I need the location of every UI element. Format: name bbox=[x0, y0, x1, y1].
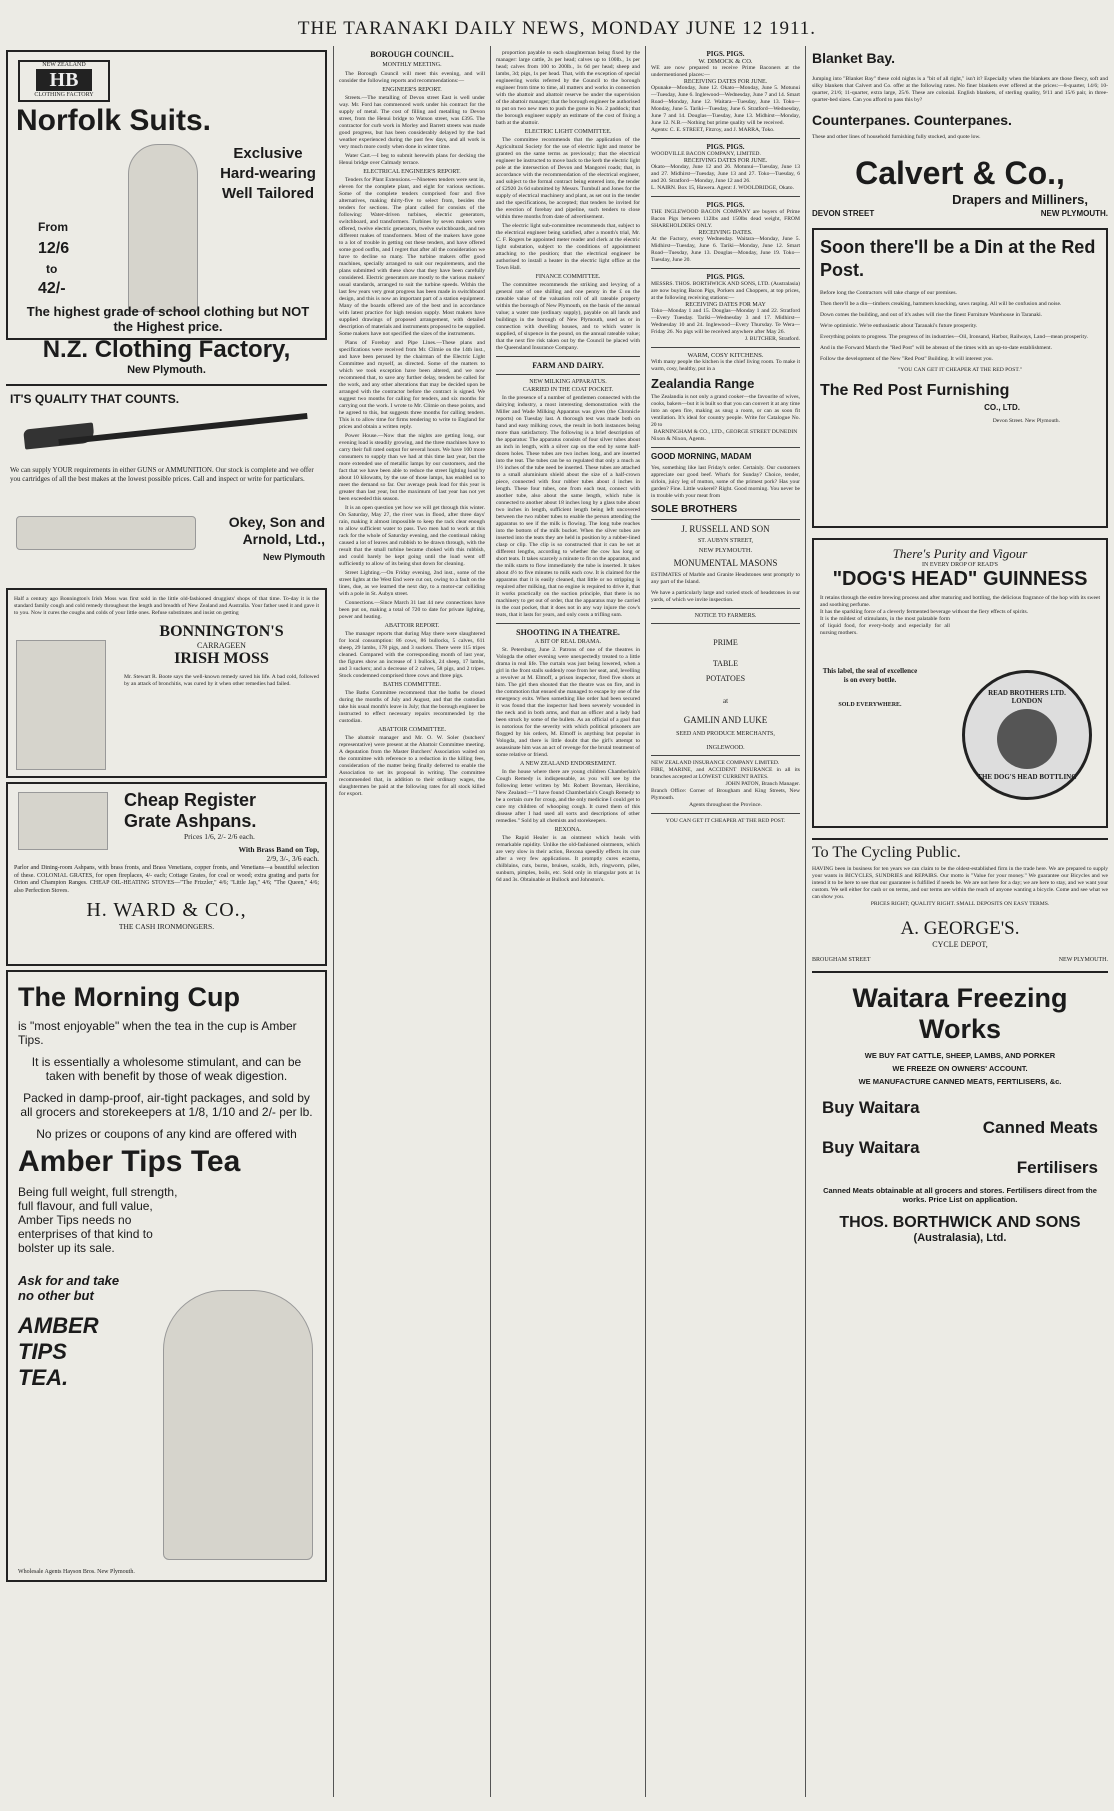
article-paragraph: Power House.—Now that the nights are getting long, our evening load is steadily growing, and the three machines have to carry their full rated output for several hours. We have 100 more consumers to supply than we had at this time last year, but the more extended use of metallic lamps by our customers, and the fact that we have been able to reduce the street lighting load by about 10 kilowatts, by the use of those lamps, has enabled us to meet the demand so far. Our average peak load for this year is greater than last year, but the maximum of last year has not yet been exceeded this season. bbox=[339, 433, 485, 502]
article-paragraph: The Baths Committee recommend that the baths be closed during the months of July and August, and that the custodian take his usual month's leave in July; that the borough engineer be instructed to effect necessary repairs recommended by the custodian. bbox=[339, 690, 485, 724]
counterpanes-body: These and other lines of household furnishing fully stocked, and quote low. bbox=[812, 134, 981, 140]
insurance-agents: Agents throughout the Province. bbox=[689, 802, 762, 808]
blanket-body: Jumping into "Blanket Bay" these cold nights is a "bit of all right," isn't it? Especially when the blankets are those fleecy, soft and silky blankets that Calvert and Co. offer at the following rates. No finer blankets ever offered at the prices:—8-quarter, 14/6; 10-quarter, 21/6; 11-quarter, extra large, 25/6. These are colonial. English blankets, of sterling quality, 9/11 and 15/6 pair, in three-quarter-bed sizes. Can you afford to pass this by? bbox=[812, 76, 1108, 103]
redpost-p2: Then there'll be a din—timbers creaking, hammers knocking, saws rasping. All will be confusion and noise. bbox=[820, 301, 1062, 307]
article-paragraph: The manager reports that during May there were slaughtered for local consumption: 86 cows, 86 bullocks, 5 calves, 611 sheep, 29 lambs, 178 pigs, and 3 suckers. There were 115 tripes cleaned. Compared with the corresponding month of last year, the figures show an increase of 1 bullock, 24 sheep, 17 lambs, and 3 suckers; and a decrease of 2 calves, 58 pigs, and 2 tripes. Stock condemned comprised three cows and three pigs. bbox=[339, 631, 485, 679]
insurance-manager: JOHN PATON, Branch Manager. bbox=[725, 781, 800, 787]
ad-dimock-pigs bbox=[651, 50, 800, 134]
russell-address1: ST. AUBYN STREET, bbox=[697, 538, 754, 544]
price-high: 42/- bbox=[38, 280, 66, 297]
subheading-electric-light: ELECTRIC LIGHT COMMITTEE. bbox=[524, 129, 612, 135]
amber-l3: Packed in damp-proof, air-tight packages, and sold by all grocers and storekeepers at 1/8, 1/10 and 2/- per lb. bbox=[20, 1091, 313, 1119]
article-paragraph: Street Lighting.—On Friday evening, 2nd inst., some of the street lights at the West End were cut out, owing to a fault on the lines, due, as we learned the next day, to a motor-car colliding with a pole in St. Aubyn street. bbox=[339, 570, 485, 597]
article-paragraph: Plans of Forebay and Pipe Lines.—These plans and specifications were received from Mr. Climie on the 14th inst., and have been perused by the chairman of the Electric Light Committee and myself, as directed. Some of the matters to which we took exception have been altered, and we now recommend that, to save any further delay, tenders be called for the work, and any other alterations that may be decided upon be arranged with the contractor before the contract is signed. We suggest two months for calling for tenders, and six months for carrying out the work. I wrote to Mr. Climie on these points, and he agreed to this, but suggests three months for calling tenders. This is to allow time for firms tendering to write to England for prices and obtain a written reply. bbox=[339, 340, 485, 430]
zealandia-body: The Zealandia is not only a grand cooker—the favourite of wives, cooks, bakers—but it is built so that you can convert it at any time into an open fire, making as snug a room, or can as soon fit ventilation. It's ideal for country people. Write for Catalogue No. 20 to bbox=[651, 394, 800, 428]
guinness-label: This label, the seal of excellence is on every bottle. bbox=[822, 667, 918, 684]
subheading-coat-pocket: CARRIED IN THE COAT POCKET. bbox=[522, 387, 614, 393]
amber-l2: It is essentially a wholesome stimulant, and can be taken with benefit by those of weak digestion. bbox=[31, 1055, 302, 1083]
pigs-dates: At the Factory, every Wednesday. Waitara—Monday, June 5. Midhirst—Tuesday, June 6. Tariki—Monday, June 12. Smart Road—Tuesday, June 13. Douglas—Monday, June 19. Toko—Tuesday, June 20. bbox=[651, 236, 800, 263]
subheading-electrical: ELECTRICAL ENGINEER'S REPORT. bbox=[363, 169, 461, 175]
waitara-sub: (Australasia), Ltd. bbox=[913, 1232, 1007, 1244]
amber-title: The Morning Cup bbox=[18, 982, 240, 1012]
subheading-monthly-meeting: MONTHLY MEETING. bbox=[382, 62, 442, 68]
ad-red-post bbox=[812, 228, 1108, 528]
redpost-p4: We're optimistic. We're enthusiastic about Taranaki's future prosperity. bbox=[820, 323, 978, 329]
ad-borthwick-pigs bbox=[651, 273, 800, 343]
price-to: to bbox=[46, 262, 58, 276]
subheading-baths: BATHS COMMITTEE. bbox=[383, 682, 441, 688]
amber-l1: is "most enjoyable" when the tea in the cup is Amber Tips. bbox=[18, 1019, 297, 1047]
amber-big3: TEA. bbox=[18, 1365, 69, 1390]
dog-head-icon bbox=[997, 709, 1057, 769]
waitara-b2: Canned Meats bbox=[982, 1118, 1098, 1137]
article-paragraph: proportion payable to each slaughterman being fixed by the manager: large cattle, 2s per head; calves up to 100lb., 1s per head; calves from 100 to 200lb., 1s 6d per head; sheep and lambs, 3d; pigs, 1s per head. That, with the exception of special engineering works referred by the Council to the borough engineer from time to time, all matters and works in connection with the abattoir and abattoir reserve be under the supervision of the abattoir manager; that the borough engineer be authorised to put on two new men to push the gorse in No. 2 paddock; that the borough engineer supply an estimate of the cost of fixing a bath at the abattoir. bbox=[496, 50, 640, 126]
gamlin-town: INGLEWOOD. bbox=[706, 745, 745, 751]
pigs-sub: RECEIVING DATES FOR MAY bbox=[685, 302, 766, 308]
guinness-seal-icon bbox=[962, 670, 1092, 800]
badge-letters: HB bbox=[36, 69, 92, 91]
article-paragraph: Streets.—The metalling of Devon street East is well under way. Mr. Ford has commenced work under his contract for the supply of metal. The cost of filling and metalling to Devon street, from the Henui bridge to Watson street, was £395. The contractor for curb work in Morley and Barrett streets was made good progress, but has been considerably delayed by the bad weather experienced during the past few days, and all work is very much more costly when done in winter time. bbox=[339, 95, 485, 150]
column-classifieds bbox=[645, 46, 805, 1797]
article-paragraph: Tenders for Plant Extensions.—Nineteen tenders were sent in, eleven for the complete plant, and eight for various sections. Some of the complete tenders comprised four and five alternatives, making thirty-five to select from, besides the tenders for sections. The plant called for consists of the following: Water-driven turbines, electric generators, switchboard, and transformers. Turbines by seven makers were offered, twelve electric generators, twelve switchboards, and ten different makes of transformers. Most of the makers have gone to a lot of trouble in getting out these tenders, and have offered some good outfits, and I regret that after all the consideration we have to decline so many. The turbine makers offer good machines, specially arranged to suit our requirements, and the plans submitted with these show that they have been carefully considered. Electric generators are mostly to the various makers' usual standards, arranged to suit the turbine speeds. Within the last few years very great progress has been made in switchboard design, and this is now an important part of a station equipment. Many of the boards offered are of the best and in accordance with latest practice for high tension supply. Most makers have supplied drawings of proposed arrangement, with detailed description of materials and instruments proposed to be supplied. Some makers have not specified the sizes of the instruments. bbox=[339, 177, 485, 337]
article-paragraph: The electric light sub-committee recommends that, subject to the electrical engineer being satisfied, after a month's trial, Mr. C. F. Rogers be appointed meter reader and clerk at the electric light substation, subject to the conditions of appointment attaching to the position; that the electrical engineer be authorised to install a heater in the electric light office at the Town Hall. bbox=[496, 223, 640, 271]
cycling-street: BROUGHAM STREET bbox=[812, 957, 871, 963]
redpost-p5: Everything points to progress. The progress of its industries—Oil, Ironsand, Harbor, Railways, Land—mean prosperity. bbox=[820, 334, 1088, 340]
article-paragraph: The committee recommends the striking and levying of a general rate of one shilling and one penny in the £ on the rateable value of the valuation roll of all rateable property within the borough of New Plymouth, on the basis of the annual value; a water rate (ordinary supply), payable on all lands and buildings in the borough of New Plymouth, used as or in connection with dwelling houses, and to which water is supplied, of sixpence in the pound, on the annual rateable value; that the next fire risk taken out by the Council be placed with the Queensland Insurance Company. bbox=[496, 282, 640, 351]
ashpan-illustration bbox=[18, 792, 108, 850]
subheading-abattoir: ABATTOIR REPORT. bbox=[384, 623, 440, 629]
subheading-abattoir-committee: ABATTOIR COMMITTEE. bbox=[377, 727, 447, 733]
ad-gamlin-luke bbox=[651, 613, 800, 751]
ward-brass-prices: 2/9, 3/-, 3/6 each. bbox=[266, 854, 319, 863]
cycling-trade: CYCLE DEPOT, bbox=[932, 940, 988, 949]
gamlin-company: GAMLIN AND LUKE bbox=[683, 715, 768, 725]
russell-address2: NEW PLYMOUTH. bbox=[698, 547, 753, 554]
article-paragraph: The committee recommends that the application of the Agricultural Society for the use of electric light and motor be granted on the same terms as previously; that the electrical engineer be instructed to move back to the kerb the electric light pole at the intersection of Devon and Mangorei roads; that, in accordance with the recommendation of the electrical engineer, and subject to the formal contract being entered into, the tender of £2920 2s 6d submitted by Messrs. Turnbull and Jones for the supply of electrical machinery and plant, as set out in the tender and the specifications, be accepted; that tenders be invited for the erection of forebay and pipeline, such tenders to close within three months from date of advertisement. bbox=[496, 137, 640, 220]
redpost-company: The Red Post Furnishing bbox=[820, 382, 1010, 399]
gamlin-notice: NOTICE TO FARMERS. bbox=[694, 613, 757, 619]
guinness-sub: IN EVERY DROP OF READ'S bbox=[922, 562, 998, 568]
cycling-prices: PRICES RIGHT; QUALITY RIGHT. SMALL DEPOSITS ON EASY TERMS. bbox=[870, 901, 1050, 907]
waitara-title2: Works bbox=[918, 1014, 1002, 1044]
ward-subtitle: THE CASH IRONMONGERS. bbox=[118, 922, 215, 931]
gamlin-l3: POTATOES bbox=[705, 674, 746, 683]
waitara-b4: Fertilisers bbox=[1016, 1158, 1098, 1177]
subheading-real-drama: A BIT OF REAL DRAMA. bbox=[534, 639, 602, 645]
article-paragraph: In the presence of a number of gentlemen connected with the dairying industry, a most interesting demonstration with the Miller and Wade Milking Apparatus was given (the Chronicle reports) on Tuesday last. A thorough test was made both on hand and easy milking cows, the result in both instances being more than satisfactory. The following is a brief description of the apparatus: The apparatus consists of four silver tubes about an inch in length, with a silver cap on the end by some half-dozen holes. These tubes are two inches long, and are inserted into the teat. The tubes can be so regulated that only a much as 1½ inches of the tube need be inserted. These tubes are attached to a small aluminium shield about the size of a half-crown piece, connected with four rubber tubes about 4 inches in length. These four tubes, one from each teat, connect with another tube, also about the same length, which tube is connected to another about 18 inches long by a glass tube about two inches in length, sufficient length being left uncovered between the two rubber tubes to enable the person attending the apparatus to see if the milk is flowing. The long tube reaches into the bottom of the milk bucket. When the silver tubes are inserted into the teats they are held in position by a rubber-lined clasp or clip. The clip is so constructed that it can be set at different lengths, according to whether the cow has long or short teats. It takes scarcely a minute to fit on the apparatus, and the milk starts to flow immediately the tube is inserted. It takes about 4½ to five minutes to milk each cow. It is claimed for the apparatus that it is easily cleaned, that little or no stripping is required after milking, that no engine is required to drive it, that it works practically on the suction principle, that there is no machinery to get out of order, that the apparatus may be carried in the coat pocket, that it does not in any way injure the cow's teats, that it lasts for years, and only costs a trifling sum. bbox=[496, 395, 640, 618]
ad-okey-guns bbox=[6, 384, 327, 584]
seal-bottom: THE DOG'S HEAD BOTTLING bbox=[977, 773, 1077, 781]
okey-body: We can supply YOUR requirements in either GUNS or AMMUNITION. Our stock is complete and we offer you cartridges of all the best makes at the lowest possible prices. Call and inspect or write for particulars. bbox=[10, 466, 314, 483]
ad-zealandia-range bbox=[651, 352, 800, 443]
gamlin-l2: TABLE bbox=[712, 659, 739, 668]
pigs-head: PIGS. PIGS. bbox=[706, 273, 745, 281]
calvert-street: DEVON STREET bbox=[812, 209, 875, 218]
redpost-co: CO., LTD. bbox=[984, 403, 1020, 412]
russell-title: MONUMENTAL MASONS bbox=[673, 558, 778, 568]
zealandia-company: BARNINGHAM & CO., LTD., GEORGE STREET DUNEDIN bbox=[653, 429, 798, 435]
calvert-trade: Drapers and Milliners, bbox=[952, 192, 1088, 207]
insurance-body: FIRE, MARINE, and ACCIDENT INSURANCE in all its branches accepted at LOWEST CURRENT RATES. bbox=[651, 767, 800, 780]
article-paragraph: Connections.—Since March 31 last 44 new connections have been put on, making a total of 720 to date for private lighting, power and heating. bbox=[339, 600, 485, 620]
ward-title2: Grate Ashpans. bbox=[124, 811, 257, 831]
waitara-l2: WE FREEZE ON OWNERS' ACCOUNT. bbox=[892, 1064, 1028, 1073]
ad-russell-masons bbox=[651, 524, 800, 604]
subheading-engineer: ENGINEER'S REPORT. bbox=[382, 87, 442, 93]
heading-shooting-theatre: SHOOTING IN A THEATRE. bbox=[516, 628, 620, 637]
seal-top: READ BROTHERS LTD. LONDON bbox=[988, 689, 1066, 705]
pigs-company: W. DIMOCK & CO. bbox=[698, 58, 753, 65]
heading-borough-council: BOROUGH COUNCIL. bbox=[370, 50, 454, 59]
pigs-sub: RECEIVING DATES FOR JUNE. bbox=[683, 158, 768, 164]
redpost-p7: Follow the development of the New "Red Post" Building. It will interest you. bbox=[820, 356, 993, 362]
article-paragraph: The Borough Council will meet this evening, and will consider the following reports and recommendations:— bbox=[339, 71, 485, 84]
ad-waitara-freezing bbox=[812, 971, 1108, 1244]
subheading-rexona: REXONA. bbox=[554, 827, 582, 833]
cycling-title: To The Cycling Public. bbox=[812, 844, 961, 861]
pigs-agents: L. NAIRN. Box 15, Hawera. Agent: J. WOOLDRIDGE, Okato. bbox=[651, 185, 794, 191]
pigs-dates: Okato—Monday, June 12 and 26. Motunui—Tuesday, June 13 and 27. Midhirst—Tuesday, June 13 and 27. Toko—Tuesday, 6 and 20. Stratford—Monday, June 12 and 26. bbox=[651, 164, 800, 184]
blanket-title: Blanket Bay. bbox=[812, 50, 895, 66]
ward-prices: Prices 1/6, 2/- 2/6 each. bbox=[184, 832, 255, 841]
gamlin-l1: PRIME bbox=[713, 638, 738, 647]
redpost-title: Soon there'll be a Din at the Red Post. bbox=[820, 237, 1096, 280]
okey-headline: IT'S QUALITY THAT COUNTS. bbox=[10, 392, 180, 406]
subheading-nz-endorsement: A NEW ZEALAND ENDORSEMENT. bbox=[519, 761, 617, 767]
ad-george-cycles bbox=[812, 838, 1108, 963]
ad-norfolk-suits bbox=[6, 50, 327, 340]
article-paragraph: St. Petersburg, June 2. Patrons of one of the theatres in Vologda the other evening were unexpectedly treated to a little drama in real life. The curtain was just being lowered, when a girl in the front stalls suddenly rose from her seat, and, levelling a revolver at M. Elmoff, a prison inspector, fired five shots at him. The girl then shouted that the theatre was on fire, and in the commotion that ensued she managed to escape by one of the emergency exits. When something like order had been secured it was found that the inspector had been severely wounded in the neck and in both arms, and that an officer and a lady had been struck by some of the bullets. As an official of a gaol that is notorious for the severity with which political prisoners are flogged by his orders, M. Elmoff is anything but popular in Vologda, and there is little doubt that the girl's attempt to assassinate him was an act of revenge for the brutal treatment of some relative or friend. bbox=[496, 647, 640, 758]
russell-body1: ESTIMATES of Marble and Granite Headstones sent promptly to any part of the Island. bbox=[651, 572, 800, 585]
redpost-p8: "YOU CAN GET IT CHEAPER AT THE RED POST." bbox=[897, 367, 1023, 373]
pigs-intro: WE are now prepared to receive Prime Baconers at the undermentioned places:— bbox=[651, 65, 800, 78]
ad-ward-ashpans bbox=[6, 782, 327, 966]
ad-nz-insurance bbox=[651, 760, 800, 825]
article-paragraph: It is an open question yet how we will get through this winter. On Saturday, May 27, the river was in flood, after three days' rain, making it almost impossible to keep the rack clear enough to allow sufficient water to pass. Two men had to work at this rack for the whole of Saturday evening, and the continual raking caused a lot of leaves and rubbish to be drawn through, with the result that the small turbine became choked with this rubbish, and could barely be kept going until the load went off sufficiently to allow of its being shut down for cleaning. bbox=[339, 505, 485, 567]
waitara-l1: WE BUY FAT CATTLE, SHEEP, LAMBS, AND PORKER bbox=[864, 1051, 1056, 1060]
ad-calvert-blankets bbox=[812, 50, 1108, 218]
moss-testimonial: Mr. Stewart R. Boote says the well-known remedy saved his life. A bad cold, followed by an attack of bronchitis, was cured by it when other remedies had failed. bbox=[124, 674, 319, 687]
ad-dogs-head-guinness bbox=[812, 538, 1108, 828]
pigs-sub: RECEIVING DATES FOR JUNE. bbox=[683, 79, 768, 85]
pigs-company: WOODVILLE BACON COMPANY, LIMITED. bbox=[651, 151, 761, 157]
pigs-sign: J. BUTCHER, Stratford. bbox=[744, 336, 800, 342]
article-paragraph: Water Cart.—I beg to submit herewith plans for decking the Henui bridge over Calmady terrace. bbox=[339, 153, 485, 166]
guinness-b1: It retains through the entire brewing process and after maturing and bottling, the delicious fragrance of the hop with its sweet and soothing perfume. bbox=[820, 595, 1100, 608]
cycling-town: NEW PLYMOUTH. bbox=[1058, 957, 1108, 963]
amber-footer: Wholesale Agents Hayson Bros. New Plymouth. bbox=[18, 1569, 135, 1575]
amber-big2: TIPS bbox=[18, 1339, 67, 1364]
column-borough-council bbox=[333, 46, 490, 1797]
calvert-town: NEW PLYMOUTH. bbox=[1040, 209, 1108, 218]
cartridge-box-icon bbox=[16, 516, 196, 550]
ad-bonningtons-irish-moss bbox=[6, 588, 327, 778]
okey-town: New Plymouth bbox=[262, 552, 325, 562]
amber-l4: No prizes or coupons of any kind are offered with bbox=[36, 1127, 297, 1141]
moss-brand: BONNINGTON'S bbox=[159, 623, 284, 640]
woman-teacup-illustration bbox=[163, 1290, 313, 1560]
guinness-b3: It is the mildest of stimulants, in the most palatable form of liquid food, for every-body and especially for all nursing mothers. bbox=[820, 616, 950, 636]
redpost-p6: And in the Forward March the "Red Post" will be abreast of the times with an up-to-date establishment. bbox=[820, 345, 1052, 351]
pigs-head: PIGS. PIGS. bbox=[706, 143, 745, 151]
guinness-top: There's Purity and Vigour bbox=[892, 546, 1028, 561]
guinness-brand: "DOG'S HEAD" GUINNESS bbox=[832, 568, 1088, 590]
sole-body: Yes, something like last Friday's order. Certainly. Our customers appreciate our good beef. What's for Sunday? Choice, tender, sirloin, juicy leg of mutton, some of the primest pork? Has your garden? Fine. Little wakerel? Right. Good morning. You never be in trouble with your meat from bbox=[651, 465, 800, 499]
article-paragraph: The Rapid Healer is an ointment which heals with remarkable rapidity. Unlike the old-fashioned ointments, which are very slow in their action, Rexona speedily effects its cure after a very few applications. It promptly cures eczema, chilblains, cuts, burns, bruises, scalds, itch, ringworm, piles, sunburn, pimples, boils, etc. Sold only in triangular pots at 1s 6d and 3s. Obtainable at Bullock and Johnston's. bbox=[496, 835, 640, 883]
russell-name: J. RUSSELL AND SON bbox=[681, 524, 770, 534]
ad-title: Norfolk Suits. bbox=[16, 104, 212, 137]
ad-inglewood-pigs bbox=[651, 201, 800, 264]
sole-head: GOOD MORNING, MADAM bbox=[651, 452, 752, 461]
ad-tagline: The highest grade of school clothing but NOT the Highest price. bbox=[26, 304, 310, 334]
pigs-head: PIGS. PIGS. bbox=[706, 201, 745, 209]
cycling-body: HAVING been in business for ten years we can claim to be the oldest-established firm in the trade here. We are prepared to supply your wants in BICYCLES, SUNDRIES and REPAIRS. Our motto is "Value for your money." We guarantee our Bicycles and we intend it to be here to see that our guarantee is fulfilled if needs be. We are not here for a day; we are here to stay, and we want your custom. We sell either for cash or on terms, and our terms are within the reach of anyone wanting a bicycle. Come and see what we can show you. bbox=[812, 866, 1108, 900]
redpost-p1: Before long the Contractors will take charge of our premises. bbox=[820, 290, 957, 296]
okey-company: Okey, Son and Arnold, Ltd., bbox=[228, 514, 325, 547]
amber-ask: Ask for and take no other but bbox=[18, 1273, 120, 1303]
nz-clothing-factory: N.Z. Clothing Factory, bbox=[42, 336, 291, 363]
column-ads-right bbox=[805, 46, 1114, 1797]
zealandia-intro: With many people the kitchen is the chief living room. To make it warm, cosy, healthy, put in a bbox=[651, 359, 800, 372]
redpost-address: Devon Street. New Plymouth. bbox=[992, 418, 1060, 424]
ad-woodville-pigs bbox=[651, 143, 800, 192]
pigs-head: PIGS. PIGS. bbox=[706, 50, 745, 58]
amber-brand: Amber Tips Tea bbox=[18, 1145, 241, 1178]
waitara-info: Canned Meats obtainable at all grocers and stores. Fertilisers direct from the works. Price List on application. bbox=[823, 1186, 1097, 1204]
nz-clothing-town: New Plymouth. bbox=[127, 364, 206, 376]
price-from: From bbox=[38, 220, 68, 234]
insurance-title: NEW ZEALAND INSURANCE COMPANY LIMITED. bbox=[651, 760, 780, 766]
ad-features: Exclusive Hard-wearing Well Tailored bbox=[220, 145, 316, 202]
guinness-sold: SOLD EVERYWHERE. bbox=[838, 702, 902, 708]
ward-title1: Cheap Register bbox=[124, 790, 257, 810]
pigs-dates: Opunake—Monday, June 12. Okato—Monday, June 5. Motunui—Tuesday, June 6. Inglewood—Wednesday, June 7 and 14. Smart Road—Monday, June 12. Waitara—Tuesday, June 13. Toko—Monday, June 5. Tariki—Tuesday, June 6. Stratford—Wednesday, June 7 and 14. Douglas—Tuesday, June 13. Midhirst—Monday, June 12. N.B.—Nothing but prime quality will be received. bbox=[651, 85, 800, 126]
pigs-intro: MESSRS. THOS. BORTHWICK AND SONS, LTD. (Australasia) are now buying Bacon Pigs, Porkers and Choppers, at top prices, at the following receiving stations:— bbox=[651, 281, 800, 301]
article-paragraph: In the house where there are young children Chamberlain's Cough Remedy is indispensable, as you will see by the following letter written by Mr. Robert Bowman, Hercikino, New Zealand:—"I have found Chamberlain's Cough Remedy to be a certain cure for croup, and the only medicine I could get to cure my children of whooping cough. It cured them of this disease after I had used all sorts and descriptions of other remedies." Sold by all chemists and storekeepers. bbox=[496, 769, 640, 824]
ward-body: Parlor and Dining-room Ashpans, with brass fronts, and Brass Venetians, copper fronts, and Venetians—a beautiful selection of these. COLONIAL GRATES, for open fireplaces, 4/- each; Cottage Grates, for coal or wood; extra grating and parts for Orion and Champion Ranges. CHEAP OIL-HEATING STOVES—"The Frizzler," 4/6; "Little Jap," 4/6; "The Queen," 4/6; also Perfection Stoves. bbox=[14, 865, 319, 894]
boy-illustration bbox=[128, 144, 198, 312]
mother-child-illustration bbox=[16, 640, 106, 770]
moss-intro: Half a century ago Bonnington's Irish Moss was first sold in the little old-fashioned druggists' shops of that time. To-day it is the standard family cough and cold remedy throughout the length and breadth of New Zealand and Australia. Your father used it and gave it to you. Now it cures the coughs and colds of your little ones. Refuse substitutes and insist on getting bbox=[14, 596, 319, 616]
ward-brass: With Brass Band on Top, bbox=[238, 845, 319, 854]
rifle-icon bbox=[18, 416, 315, 446]
price-low: 12/6 bbox=[38, 240, 70, 257]
waitara-title1: Waitara Freezing bbox=[852, 983, 1068, 1013]
masthead: THE TARANAKI DAILY NEWS, MONDAY JUNE 12 1911. bbox=[297, 18, 817, 39]
counterpanes-title: Counterpanes. Counterpanes. bbox=[812, 112, 1012, 128]
column-news bbox=[490, 46, 645, 1797]
hb-badge bbox=[18, 60, 110, 102]
pigs-intro: THE INGLEWOOD BACON COMPANY are buyers of Prime Bacon Pigs between 112lbs and 150lbs dead weight, FROM SHAREHOLDERS ONLY. bbox=[651, 209, 800, 229]
badge-bottom: CLOTHING FACTORY bbox=[34, 92, 94, 98]
gamlin-at: at bbox=[722, 697, 729, 705]
zealandia-title: Zealandia Range bbox=[651, 376, 755, 391]
ad-amber-tips-tea bbox=[6, 970, 327, 1582]
column-ads-left bbox=[0, 46, 333, 1797]
redpost-p3: Down comes the building, and out of it's ashes will rise the finest Furniture Warehouse in Taranaki. bbox=[820, 312, 1043, 318]
moss-sub2: IRISH MOSS bbox=[174, 650, 269, 667]
article-paragraph: The abattoir manager and Mr. O. W. Soler (butchers' representative) were present at the Abattoir Committee meeting. A deputation from the Master Butchers' Association waited on the committee with reference to a reduction in the killing fees, consideration of the matter being finally deferred to enable the Association to set its proposal in writing. The committee recommended that, in addition to their ordinary wages, the slaughtermen be paid at the following rates for all stock killed for export. bbox=[339, 735, 485, 797]
waitara-company: THOS. BORTHWICK AND SONS bbox=[839, 1214, 1081, 1231]
waitara-b1: Buy Waitara bbox=[822, 1098, 920, 1117]
insurance-footer: YOU CAN GET IT CHEAPER AT THE RED POST. bbox=[665, 818, 786, 824]
waitara-b3: Buy Waitara bbox=[822, 1138, 920, 1157]
gamlin-trade: SEED AND PRODUCE MERCHANTS, bbox=[676, 731, 775, 737]
guinness-b2: It has the sparkling force of a cleverly fermented beverage without the fiery effects of spirits. bbox=[820, 609, 1029, 615]
moss-sub1: CARRAGEEN bbox=[197, 641, 246, 650]
badge-top: NEW ZEALAND bbox=[42, 62, 86, 68]
ad-sole-brothers bbox=[651, 452, 800, 515]
amber-big1: AMBER bbox=[18, 1313, 99, 1338]
ward-company: H. WARD & CO., bbox=[86, 899, 247, 921]
insurance-office: Branch Office: Corner of Brougham and King Streets, New Plymouth. bbox=[651, 788, 800, 801]
pigs-agents: Agents: C. E. STREET, Fitzroy, and J. MARRA, Toko. bbox=[651, 127, 775, 133]
heading-farm-dairy: FARM AND DAIRY. bbox=[532, 361, 604, 370]
cycling-company: A. GEORGE'S. bbox=[900, 918, 1020, 939]
russell-body2: We have a particularly large and varied stock of headstones in our yards, of which we invite inspection. bbox=[651, 590, 800, 603]
amber-l5: Being full weight, full strength, full flavour, and full value, Amber Tips needs no enterprises of that kind to bolster up its sale. bbox=[18, 1185, 178, 1255]
subheading-finance: FINANCE COMMITTEE. bbox=[535, 274, 601, 280]
waitara-l3: WE MANUFACTURE CANNED MEATS, FERTILISERS, &c. bbox=[858, 1077, 1062, 1086]
calvert-company: Calvert & Co., bbox=[855, 155, 1065, 191]
sole-company: SOLE BROTHERS bbox=[651, 504, 738, 515]
zealandia-agents: Nixon & Nixon, Agents. bbox=[651, 436, 706, 442]
pigs-dates: Toko—Monday 1 and 15. Douglas—Monday 1 and 22. Stratford—Every Tuesday. Tariki—Wednesday 3 and 17. Midhirst—Wednesday 10 and 24. Inglewood—Every Thursday. Te Wera—Friday 26. No pigs will be received anywhere after May 26. bbox=[651, 308, 800, 335]
zealandia-head: WARM, COSY KITCHENS. bbox=[687, 352, 764, 359]
subheading-milking: NEW MILKING APPARATUS. bbox=[529, 379, 607, 385]
pigs-sub: RECEIVING DATES. bbox=[698, 230, 753, 236]
